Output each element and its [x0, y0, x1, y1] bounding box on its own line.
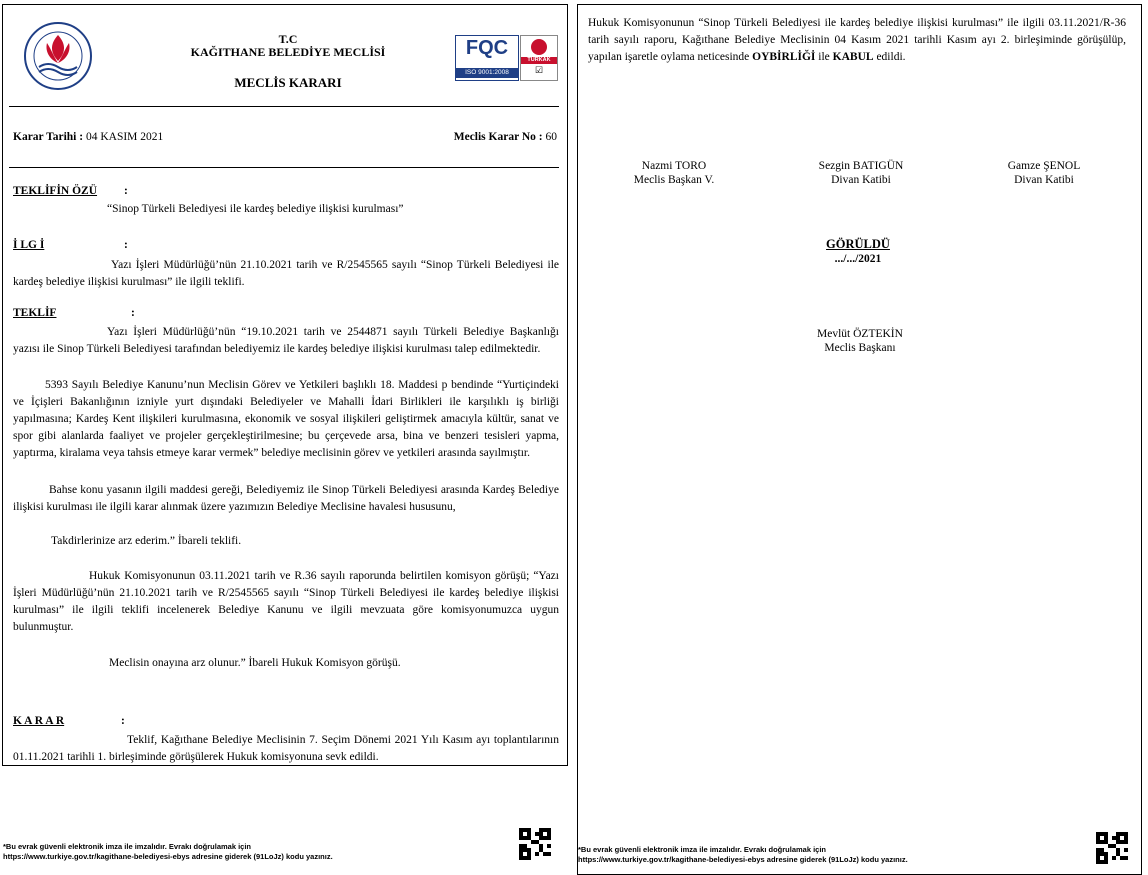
turkak-cert-badge: [520, 35, 558, 81]
signatory-name: Sezgin BATIGÜN: [818, 160, 904, 172]
signatory-name: Nazmi TORO: [641, 160, 707, 172]
iso-label: ISO 9001:2008: [456, 68, 518, 78]
document-title: MECLİS KARARI: [234, 75, 342, 90]
signatory-name: Gamze ŞENOL: [1007, 160, 1081, 172]
continuation-pre: Hukuk Komisyonunun “Sinop Türkeli Belediyesi ile kardeş belediye ilişkisi kurulması” ile ilgili 03.11.2021/R-36 tarih sayılı raporu, Kağıthane Belediye Meclisinin 04 Kasım 2021 tarihli Kasım ayı 2. birleşiminde görüşülüp, yapılan işaretle oylama neticesinde: [588, 17, 1126, 63]
summary-text: “Sinop Türkeli Belediyesi ile kardeş belediye ilişkisi kurulması”: [107, 203, 404, 215]
signature-notice-right: [578, 845, 908, 865]
decision-heading: K A R A R: [13, 715, 65, 727]
divider: [9, 167, 559, 168]
signatory-1: [594, 159, 754, 187]
turkak-label: TÜRKAK: [521, 57, 557, 64]
signatory-title: Meclis Başkan V.: [633, 174, 715, 186]
decision-page-1: [2, 4, 568, 766]
unanimous-label: OYBİRLİĞİ: [752, 51, 816, 63]
municipality-logo: [23, 21, 93, 91]
decision-text: Teklif, Kağıthane Belediye Meclisinin 7. Seçim Dönemi 2021 Yılı Kasım ayı toplantılarının 01.11.2021 tarihli 1. birleşiminde görüşülerek Hukuk komisyonuna sevk edildi.: [13, 734, 559, 763]
signature-notice-line-1: *Bu evrak güvenli elektronik imza ile imzalıdır. Evrakı doğrulamak için: [3, 842, 252, 851]
fqc-brand: FQC: [465, 37, 509, 59]
proposal-paragraph-4: Takdirlerinize arz ederim.” İbareli teklifi.: [51, 535, 242, 547]
decision-page-2: [577, 4, 1142, 875]
decision-colon: :: [121, 715, 125, 727]
council-name: KAĞITHANE BELEDİYE MECLİSİ: [190, 45, 386, 59]
signature-notice-left: [3, 842, 333, 862]
signatory-title: Divan Katibi: [1014, 174, 1074, 186]
accepted-label: KABUL: [832, 51, 874, 63]
fqc-cert-badge: [455, 35, 519, 81]
decision-date-label: Karar Tarihi :: [13, 131, 84, 143]
divider: [9, 106, 559, 107]
proposal-colon: :: [131, 307, 135, 319]
continuation-post: edildi.: [873, 51, 906, 63]
reference-text: Yazı İşleri Müdürlüğü’nün 21.10.2021 tarih ve R/2545565 sayılı “Sinop Türkeli Belediyesi ile kardeş belediye ilişkisi kurulması” ile ilgili teklifi.: [13, 259, 559, 288]
decision-date: [13, 131, 163, 143]
proposal-heading: TEKLİF: [13, 307, 57, 319]
reference-heading: İ LG İ: [13, 239, 45, 251]
reference-colon: :: [124, 239, 128, 251]
decision-number: [454, 131, 557, 143]
turkak-circle-icon: [531, 39, 547, 55]
decision-number-value: 60: [542, 131, 557, 143]
signatory-title: Divan Katibi: [831, 174, 891, 186]
continuation-text: [588, 15, 1126, 66]
commission-paragraph-2: Meclisin onayına arz olunur.” İbareli Hukuk Komisyon görüşü.: [109, 657, 401, 669]
continuation-mid: ile: [815, 51, 833, 63]
signatory-3: [964, 159, 1124, 187]
mayor-title: Meclis Başkanı: [824, 342, 896, 354]
qr-code-left: [519, 828, 551, 860]
proposal-paragraph-1: Yazı İşleri Müdürlüğü’nün “19.10.2021 tarih ve 2544871 sayılı Türkeli Belediye Başkanlığı yazısı ile Sinop Türkeli Belediyesi tarafından belediyemiz ile kardeş belediye ilişkisi kurulması talep edilmektedir.: [13, 326, 559, 355]
decision-number-label: Meclis Karar No :: [453, 131, 543, 143]
approval-date: .../.../2021: [834, 253, 882, 265]
verification-link[interactable]: https://www.turkiye.gov.tr/kagithane-belediyesi-ebys adresine giderek (91LoJz) kodu yazınız.: [578, 855, 908, 864]
mayor-name: Mevlüt ÖZTEKİN: [817, 328, 903, 340]
commission-paragraph-1: Hukuk Komisyonunun 03.11.2021 tarih ve R.36 sayılı raporunda belirtilen komisyon görüşü; “Yazı İşleri Müdürlüğü’nün 21.10.2021 tarih ve R/2545565 sayılı “Sinop Türkeli Belediyesi ile kardeş belediye ilişkisi kurulması” ile ilgili teklifi incelenerek Belediye Kanunu ve ilgili mevzuata göre komisyonumuzca uygun bulunmuştur.: [13, 570, 559, 633]
approval-heading: GÖRÜLDÜ: [826, 237, 890, 251]
summary-heading: TEKLİFİN ÖZÜ: [13, 185, 98, 197]
signature-notice-line-1: *Bu evrak güvenli elektronik imza ile imzalıdır. Evrakı doğrulamak için: [578, 845, 827, 854]
signatory-2: [781, 159, 941, 187]
decision-date-value: 04 KASIM 2021: [83, 131, 164, 143]
mayor-signature: [780, 327, 940, 355]
proposal-paragraph-3: Bahse konu yasanın ilgili maddesi gereği, Belediyemiz ile Sinop Türkeli Belediyesi arasında Kardeş Belediye ilişkisi kurulması ile ilgili karar alınmak üzere yazımızın Belediye Meclisine havalesi hususunu,: [13, 484, 559, 513]
summary-colon: :: [124, 185, 128, 197]
proposal-paragraph-2: 5393 Sayılı Belediye Kanunu’nun Meclisin Görev ve Yetkileri başlıklı 18. Maddesi p bendinde “Yurtiçindeki ve İçişleri Bakanlığının izniyle yurt dışındaki Belediyeler ve Mahalli İdari Birlikleri ile karşılıklı iş birliği yapılmasına; Kardeş Kent ilişkileri kurulmasına, ekonomik ve sosyal ilişkileri geliştirmek amacıyla kültür, sanat ve spor gibi alanlarda faaliyet ve projeler gerçekleştirilmesine; bu çerçevede arsa, bina ve benzeri tesisleri yapma, yaptırma, kiralama veya tahsis etmeye karar vermek” belediye meclisinin görev ve yetkileri arasında sayılmıştır.: [13, 379, 559, 459]
qr-code-right: [1096, 832, 1128, 864]
tc-label: T.C: [278, 32, 298, 46]
verification-link[interactable]: https://www.turkiye.gov.tr/kagithane-belediyesi-ebys adresine giderek (91LoJz) kodu yazınız.: [3, 852, 333, 861]
check-icon: ☑: [534, 65, 544, 75]
